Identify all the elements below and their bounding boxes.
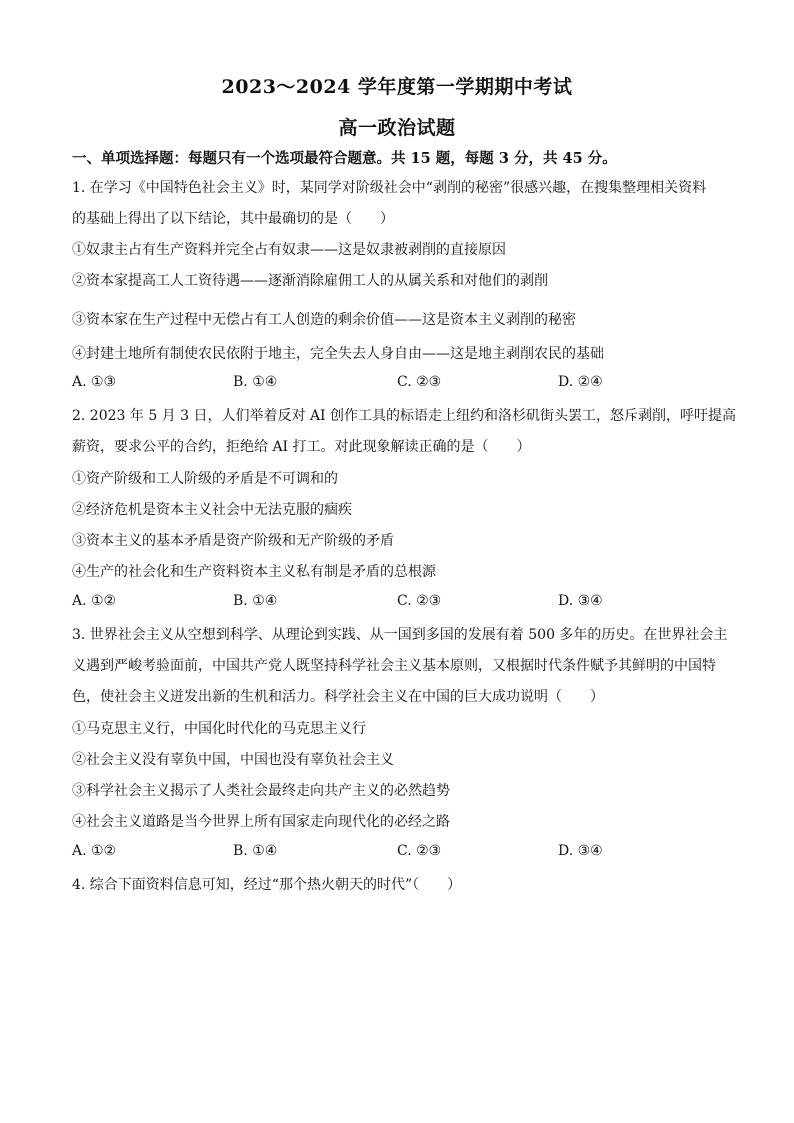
option-d[interactable]: D. ③④	[558, 843, 603, 859]
question-stem-line: 薪资，要求公平的合约，拒绝给 AI 打工。对此现象解读正确的是（ ）	[72, 439, 531, 455]
option-a[interactable]: A. ①②	[72, 843, 117, 859]
exam-subtitle: 高一政治试题	[338, 117, 456, 139]
statement: ②经济危机是资本主义社会中无法克服的痼疾	[72, 502, 352, 518]
option-c[interactable]: C. ②③	[397, 843, 442, 859]
statement: ①资产阶级和工人阶级的矛盾是不可调和的	[72, 471, 338, 487]
question-stem-line: 的基础上得出了以下结论，其中最确切的是（ ）	[72, 211, 394, 227]
option-a[interactable]: A. ①③	[72, 374, 117, 390]
statement: ③科学社会主义揭示了人类社会最终走向共产主义的必然趋势	[72, 783, 450, 799]
answer-options	[72, 593, 732, 613]
answer-options	[72, 374, 732, 394]
question-stem-line: 4. 综合下面资料信息可知，经过“那个热火朝天的时代”（ ）	[72, 877, 462, 893]
statement: ①马克思主义行，中国化时代化的马克思主义行	[72, 721, 366, 737]
exam-title: 2023～2024 学年度第一学期期中考试	[221, 76, 573, 98]
statement: ④封建土地所有制使农民依附于地主，完全失去人身自由——这是地主剥削农民的基础	[72, 346, 604, 362]
option-b[interactable]: B. ①④	[233, 374, 278, 390]
statement: ②社会主义没有辜负中国，中国也没有辜负社会主义	[72, 752, 394, 768]
question-stem-line: 色，使社会主义迸发出新的生机和活力。科学社会主义在中国的巨大成功说明（ ）	[72, 689, 604, 705]
option-b[interactable]: B. ①④	[233, 593, 278, 609]
answer-options	[72, 843, 732, 863]
question-stem-line: 2. 2023 年 5 月 3 日，人们举着反对 AI 创作工具的标语走上纽约和洛杉矶街头罢工，怒斥剥削，呼吁提高	[72, 408, 737, 424]
option-d[interactable]: D. ②④	[558, 374, 603, 390]
statement: ②资本家提高工人工资待遇——逐渐消除雇佣工人的从属关系和对他们的剥削	[72, 273, 548, 289]
statement: ①奴隶主占有生产资料并完全占有奴隶——这是奴隶被剥削的直接原因	[72, 242, 506, 258]
option-c[interactable]: C. ②③	[397, 593, 442, 609]
option-a[interactable]: A. ①②	[72, 593, 117, 609]
statement: ④生产的社会化和生产资料资本主义私有制是矛盾的总根源	[72, 564, 436, 580]
question-stem-line: 3. 世界社会主义从空想到科学、从理论到实践、从一国到多国的发展有着 500 多年的历史。在世界社会主	[72, 627, 728, 643]
question-stem-line: 1. 在学习《中国特色社会主义》时，某同学对阶级社会中“剥削的秘密”很感兴趣，在搜集整理相关资料	[72, 180, 707, 196]
option-d[interactable]: D. ③④	[558, 593, 603, 609]
option-c[interactable]: C. ②③	[397, 374, 442, 390]
statement: ③资本主义的基本矛盾是资产阶级和无产阶级的矛盾	[72, 533, 394, 549]
option-b[interactable]: B. ①④	[233, 843, 278, 859]
section-heading: 一、单项选择题：每题只有一个选项最符合题意。共 15 题，每题 3 分，共 45 分。	[72, 150, 617, 167]
statement: ③资本家在生产过程中无偿占有工人创造的剩余价值——这是资本主义剥削的秘密	[72, 312, 576, 328]
statement: ④社会主义道路是当今世界上所有国家走向现代化的必经之路	[72, 814, 450, 830]
question-stem-line: 义遇到严峻考验面前，中国共产党人既坚持科学社会主义基本原则，又根据时代条件赋予其鲜明的中国特	[72, 658, 716, 674]
